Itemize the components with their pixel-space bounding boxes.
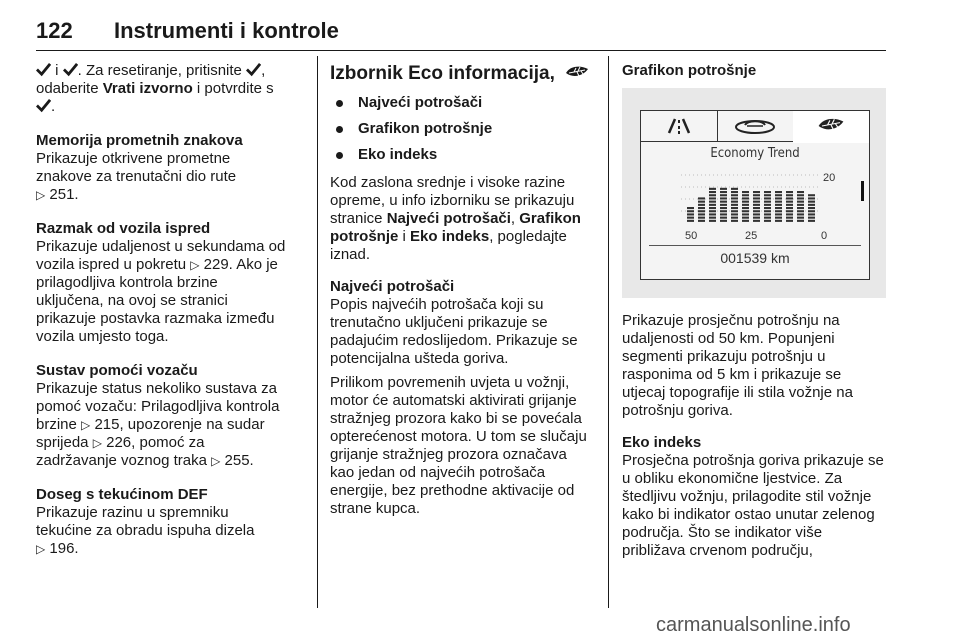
intro-paragraph: i . Za resetiranje, pritisnite , odaberite Vrati izvorno i potvrdite s . (36, 62, 274, 115)
paragraph: Popis najvećih potrošača koji su trenutačno uključeni prikazuje se padajućim redoslijedom. Prikazuje se potencijalna ušteda goriva. (330, 296, 578, 367)
column-3 (622, 62, 886, 574)
scroll-indicator (861, 181, 864, 201)
section-driver-assist: Sustav pomoći vozaču Prikazuje status nekoliko sustava za pomoć vozaču: Prilagodljiva kontrola brzine ▷ 215, upozorenje na sudar sprijeda ▷ 226, pomoć za zadržavanje voznog traka ▷ 255. (36, 362, 308, 470)
y-axis-label: 20 (823, 172, 836, 184)
page-number: 122 (36, 18, 73, 43)
section-heading: Memorija prometnih znakova (36, 132, 243, 149)
section-heading: Doseg s tekućinom DEF (36, 486, 208, 503)
list-item: Najveći potrošači (330, 94, 594, 112)
section-heading: Eko indeks (622, 434, 702, 451)
page-ref-link[interactable]: 251. (49, 186, 79, 203)
column-1 (36, 62, 308, 574)
trend-bar (687, 207, 694, 222)
paragraph: Prikazuje prosječnu potrošnju na udaljenosti od 50 km. Popunjeni segmenti prikazuju potrošnju u rasponima od 5 km i prikazuje se utjecaj topografije ili stila vožnje na potrošnju goriva. (622, 312, 853, 419)
trend-bar (775, 191, 782, 222)
page-ref-arrow-icon: ▷ (92, 436, 102, 450)
page-ref-arrow-icon: ▷ (211, 454, 221, 468)
trend-bar (698, 197, 705, 222)
page-ref-link[interactable]: 229. Ako je (203, 256, 278, 273)
watermark: carmanualsonline.info (656, 614, 851, 636)
eco-leaf-icon (564, 65, 590, 81)
section-heading: Sustav pomoći vozaču (36, 362, 198, 379)
paragraph: Prilikom povremenih uvjeta u vožnji, motor će automatski aktivirati grijanje stražnjeg prozora kako bi se povećala opterećenost motora. U tom se slučaju grijanje stražnjeg prozora označava kao jedan od najvećih potrošača energije, bez prethodne aktivacije od strane kupca. (330, 374, 587, 517)
checkmark-icon (36, 98, 51, 113)
section-def-range: Doseg s tekućinom DEF Prikazuje razinu u spremniku tekućine za obradu ispuha dizela ▷ 196. (36, 486, 308, 558)
section-heading: Najveći potrošači (330, 278, 455, 295)
odometer-readout: 001539 km (720, 250, 790, 266)
x-axis-label: 0 (821, 230, 828, 242)
page-ref-link[interactable]: 196. (49, 540, 79, 557)
display-screen (640, 110, 870, 280)
section-title: Instrumenti i kontrole (114, 18, 339, 43)
trend-bar (720, 188, 727, 222)
page-ref-arrow-icon: ▷ (81, 418, 91, 432)
trend-bar (709, 188, 716, 222)
economy-trend-figure (622, 88, 886, 298)
economy-trend-title: Economy Trend (710, 146, 800, 161)
eco-menu-heading: Izbornik Eco informacija, (330, 62, 594, 86)
page-header (36, 0, 886, 51)
column-2 (330, 62, 594, 532)
column-divider-2 (608, 56, 609, 608)
page-ref-arrow-icon: ▷ (36, 542, 46, 556)
page-ref-arrow-icon: ▷ (36, 188, 46, 202)
checkmark-icon (63, 62, 78, 77)
page-ref-link[interactable]: 226, pomoć za (106, 434, 205, 451)
checkmark-icon (246, 62, 261, 77)
page-ref-arrow-icon: ▷ (190, 258, 200, 272)
trend-bar (808, 194, 815, 222)
column-divider-1 (317, 56, 318, 608)
eco-menu-list (330, 94, 594, 164)
trend-bar (764, 191, 771, 222)
trend-bar (753, 191, 760, 222)
page-ref-link[interactable]: 255. (224, 452, 254, 469)
page-ref-link[interactable]: 215, upozorenje na sudar (94, 416, 265, 433)
x-axis-label: 25 (745, 230, 758, 242)
paragraph: Prosječna potrošnja goriva prikazuje se u obliku ekonomične ljestvice. Za štedljivu vožnju, prilagodite stil vožnje kako bi indikator ostao unutar zelenog područja. Što se indikator više približava crvenom području, (622, 452, 884, 559)
section-heading: Razmak od vozila ispred (36, 220, 211, 237)
eco-menu-paragraph: Kod zaslona srednje i visoke razine opreme, u info izborniku se prikazuju stranice Najveći potrošači, Grafikon potrošnje i Eko indeks, pogledajte iznad. (330, 174, 581, 263)
list-item: Grafikon potrošnje (330, 120, 594, 138)
section-traffic-signs: Memorija prometnih znakova Prikazuje otkrivene prometne znakove za trenutačni dio rute ▷ 251. (36, 132, 308, 204)
trend-bar (797, 191, 804, 222)
section-heading: Grafikon potrošnje (622, 62, 757, 79)
section-following-distance: Razmak od vozila ispred Prikazuje udaljenost u sekundama od vozila ispred u pokretu ▷ 229. Ako je prilagodljiva kontrola brzine uključena, na ovoj se stranici prikazuje postavka razmaka između vozila umjesto toga. (36, 220, 308, 346)
trend-bar (731, 188, 738, 222)
divider (649, 245, 861, 246)
trend-bar (786, 191, 793, 222)
trend-bar (742, 191, 749, 222)
checkmark-icon (36, 62, 51, 77)
list-item: Eko indeks (330, 146, 594, 164)
x-axis-label: 50 (685, 230, 698, 242)
